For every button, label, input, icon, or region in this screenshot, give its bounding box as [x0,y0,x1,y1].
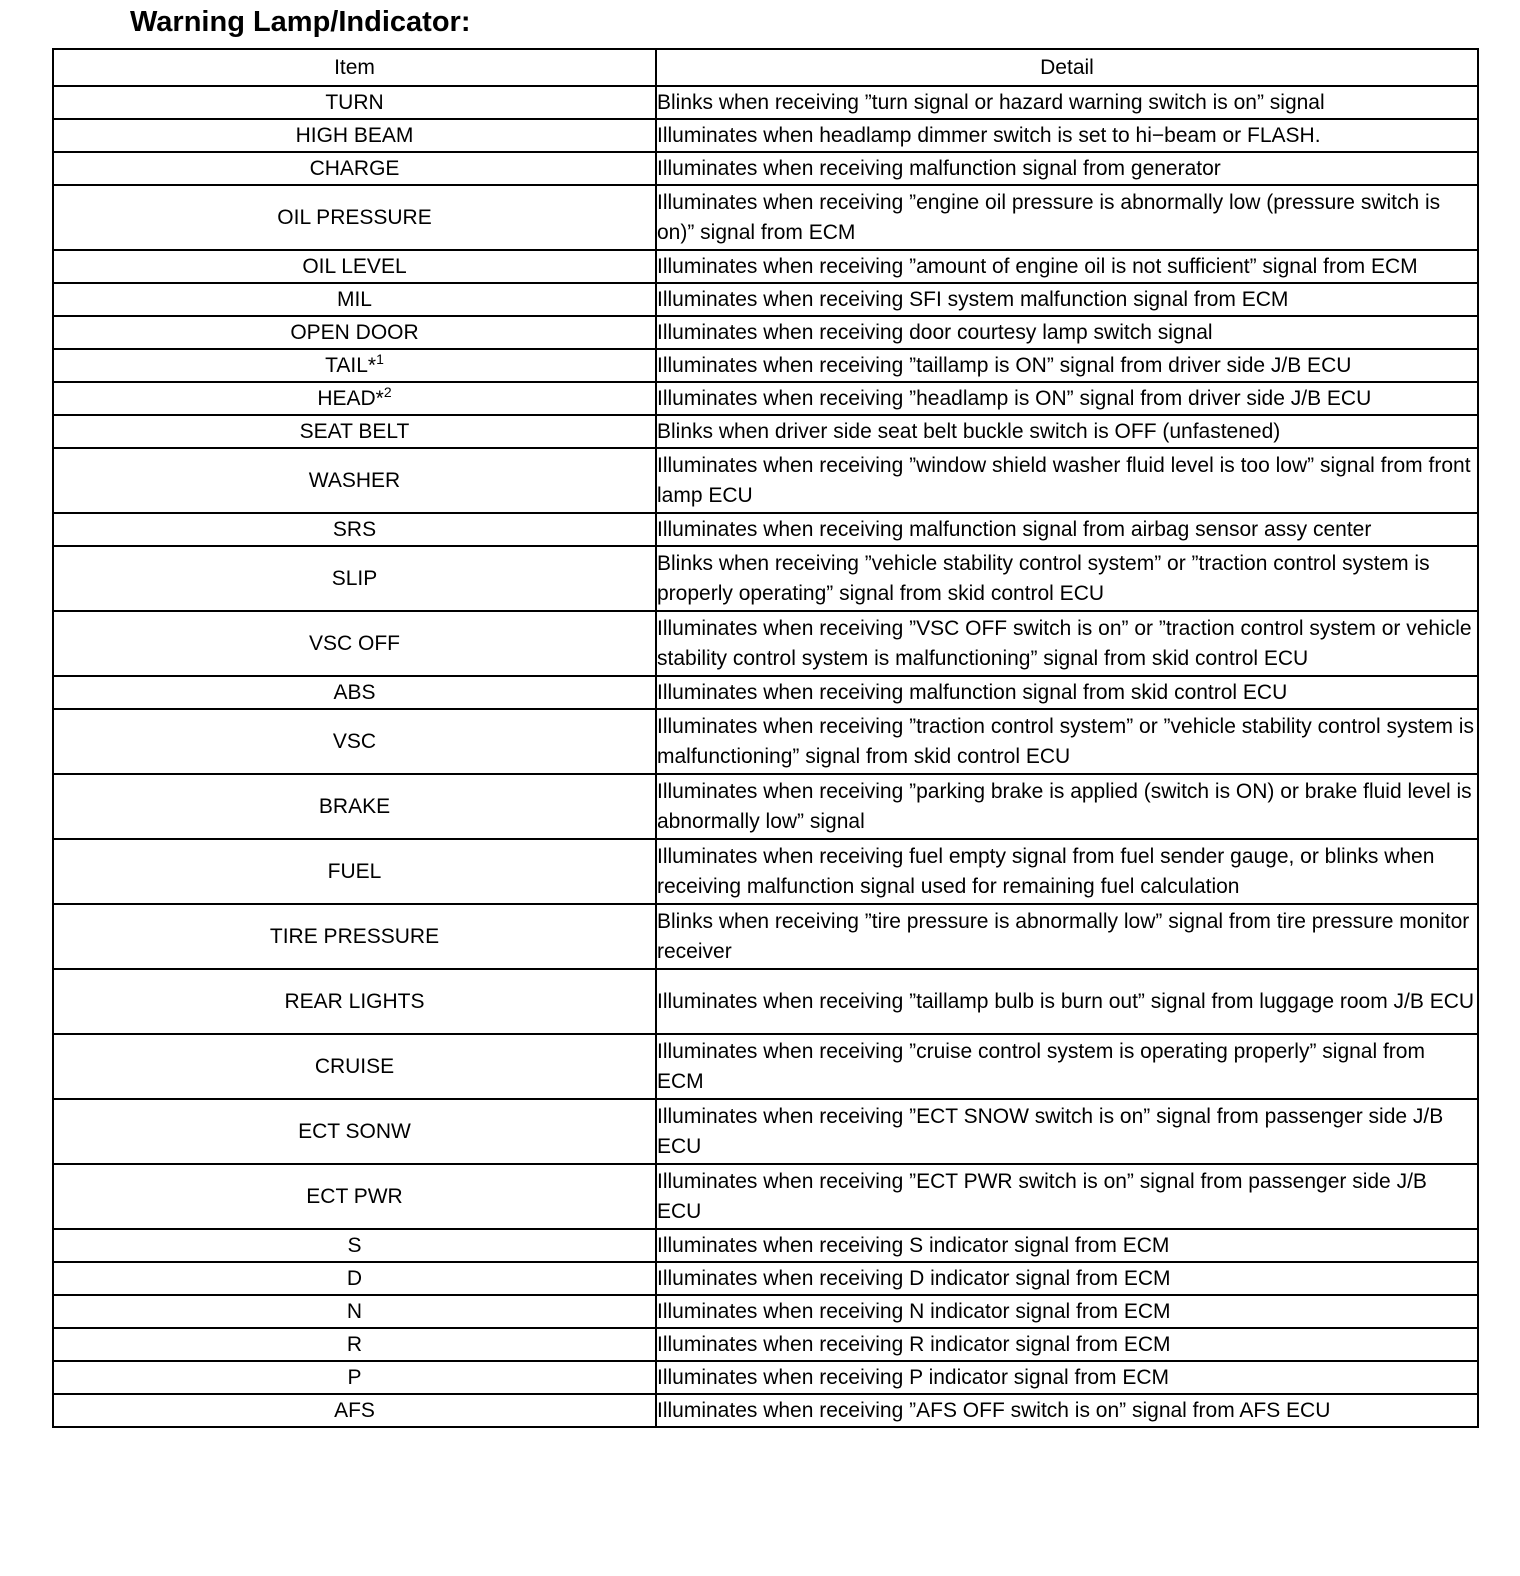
item-cell [53,316,656,349]
page-title: Warning Lamp/Indicator: [130,6,471,38]
table-row [53,839,1478,904]
item-label: HIGH BEAM [295,123,414,147]
table-row [53,1394,1478,1427]
item-label: P [347,1365,362,1389]
table-row [53,119,1478,152]
table-row [53,448,1478,513]
table-row [53,1034,1478,1099]
item-cell [53,152,656,185]
item-label: VSC [332,729,377,753]
item-cell [53,1164,656,1229]
item-label: HEAD* [317,386,384,410]
detail-cell: Illuminates when receiving D indicator signal from ECM [656,1262,1478,1295]
table-row [53,1099,1478,1164]
table-row [53,1164,1478,1229]
detail-cell: Illuminates when receiving door courtesy lamp switch signal [656,316,1478,349]
item-label: MIL [336,287,372,311]
detail-cell: Illuminates when receiving ”amount of engine oil is not sufficient” signal from ECM [656,250,1478,283]
warning-lamp-table [52,48,1479,1428]
item-label: R [346,1332,363,1356]
detail-cell: Illuminates when receiving ”taillamp is ON” signal from driver side J/B ECU [656,349,1478,382]
item-label: N [346,1299,363,1323]
item-label: TURN [325,90,384,114]
item-label: ABS [333,680,376,704]
detail-cell: Blinks when receiving ”tire pressure is abnormally low” signal from tire pressure monitor receiver [656,904,1478,969]
item-label: TIRE PRESSURE [269,924,440,948]
item-cell [53,349,656,382]
item-cell [53,1262,656,1295]
item-cell [53,513,656,546]
item-cell [53,1394,656,1427]
table-row [53,774,1478,839]
table-row [53,611,1478,676]
table-row [53,152,1478,185]
footnote-marker: 1 [376,350,384,367]
item-cell [53,448,656,513]
detail-cell: Blinks when driver side seat belt buckle switch is OFF (unfastened) [656,415,1478,448]
item-label: AFS [334,1398,375,1422]
item-cell [53,611,656,676]
item-cell [53,1034,656,1099]
item-cell [53,250,656,283]
detail-cell: Illuminates when receiving fuel empty signal from fuel sender gauge, or blinks when receiving malfunction signal used for remaining fuel calculation [656,839,1478,904]
item-cell [53,546,656,611]
item-label: FUEL [327,859,382,883]
item-cell [53,676,656,709]
table-row [53,546,1478,611]
detail-cell: Illuminates when headlamp dimmer switch is set to hi−beam or FLASH. [656,119,1478,152]
column-header-item: Item [53,49,656,86]
table-row [53,86,1478,119]
item-label: ECT SONW [298,1119,411,1143]
item-label: D [346,1266,363,1290]
item-cell [53,86,656,119]
table-row [53,250,1478,283]
detail-cell: Illuminates when receiving ”cruise control system is operating properly” signal from ECM [656,1034,1478,1099]
detail-cell: Illuminates when receiving malfunction signal from generator [656,152,1478,185]
item-label: OPEN DOOR [290,320,419,344]
table-row [53,904,1478,969]
table-row [53,513,1478,546]
detail-cell: Illuminates when receiving ”engine oil pressure is abnormally low (pressure switch is on)” signal from ECM [656,185,1478,250]
table-row [53,969,1478,1034]
item-cell [53,119,656,152]
detail-cell: Illuminates when receiving ”taillamp bulb is burn out” signal from luggage room J/B ECU [656,969,1478,1034]
item-cell [53,185,656,250]
column-header-detail: Detail [656,49,1478,86]
item-cell [53,839,656,904]
item-label: CHARGE [309,156,400,180]
table-body [53,86,1478,1427]
item-label: WASHER [308,468,401,492]
item-label: S [347,1233,362,1257]
item-cell [53,382,656,415]
item-cell [53,1361,656,1394]
item-label: VSC OFF [308,631,400,655]
item-label: CRUISE [314,1054,395,1078]
item-cell [53,1295,656,1328]
detail-cell: Illuminates when receiving ”traction control system” or ”vehicle stability control system is malfunctioning” signal from skid control ECU [656,709,1478,774]
item-label: ECT PWR [306,1184,403,1208]
table-row [53,382,1478,415]
item-label: TAIL* [325,353,377,377]
item-cell [53,1229,656,1262]
detail-cell: Illuminates when receiving malfunction signal from airbag sensor assy center [656,513,1478,546]
item-label: OIL PRESSURE [277,205,432,229]
item-label: BRAKE [318,794,391,818]
item-cell [53,415,656,448]
table-row [53,1361,1478,1394]
detail-cell: Illuminates when receiving N indicator signal from ECM [656,1295,1478,1328]
item-cell [53,1099,656,1164]
table-row [53,283,1478,316]
footnote-marker: 2 [383,383,392,400]
detail-cell: Illuminates when receiving R indicator signal from ECM [656,1328,1478,1361]
table-row [53,1229,1478,1262]
table-row [53,676,1478,709]
item-cell [53,1328,656,1361]
table-header-row [53,49,1478,86]
detail-cell: Illuminates when receiving P indicator signal from ECM [656,1361,1478,1394]
detail-cell: Blinks when receiving ”vehicle stability control system” or ”traction control system is properly operating” signal from skid control ECU [656,546,1478,611]
item-label: SRS [332,517,377,541]
item-cell [53,969,656,1034]
detail-cell: Illuminates when receiving S indicator signal from ECM [656,1229,1478,1262]
detail-cell: Blinks when receiving ”turn signal or hazard warning switch is on” signal [656,86,1478,119]
detail-cell: Illuminates when receiving ”ECT PWR switch is on” signal from passenger side J/B ECU [656,1164,1478,1229]
detail-cell: Illuminates when receiving malfunction signal from skid control ECU [656,676,1478,709]
detail-cell: Illuminates when receiving ”window shield washer fluid level is too low” signal from front lamp ECU [656,448,1478,513]
table-row [53,1328,1478,1361]
detail-cell: Illuminates when receiving SFI system malfunction signal from ECM [656,283,1478,316]
item-label: SEAT BELT [299,419,410,443]
item-cell [53,774,656,839]
detail-cell: Illuminates when receiving ”parking brake is applied (switch is ON) or brake fluid level is abnormally low” signal [656,774,1478,839]
detail-cell: Illuminates when receiving ”headlamp is ON” signal from driver side J/B ECU [656,382,1478,415]
detail-cell: Illuminates when receiving ”AFS OFF switch is on” signal from AFS ECU [656,1394,1478,1427]
table-row [53,316,1478,349]
detail-cell: Illuminates when receiving ”ECT SNOW switch is on” signal from passenger side J/B ECU [656,1099,1478,1164]
table-row [53,185,1478,250]
item-cell [53,904,656,969]
item-label: SLIP [331,566,378,590]
table-row [53,349,1478,382]
table-row [53,1262,1478,1295]
item-cell [53,709,656,774]
item-label: REAR LIGHTS [284,989,425,1013]
table-row [53,415,1478,448]
table-row [53,1295,1478,1328]
item-label: OIL LEVEL [302,254,407,278]
table-row [53,709,1478,774]
item-cell [53,283,656,316]
detail-cell: Illuminates when receiving ”VSC OFF switch is on” or ”traction control system or vehicle stability control system is malfunctioning” signal from skid control ECU [656,611,1478,676]
